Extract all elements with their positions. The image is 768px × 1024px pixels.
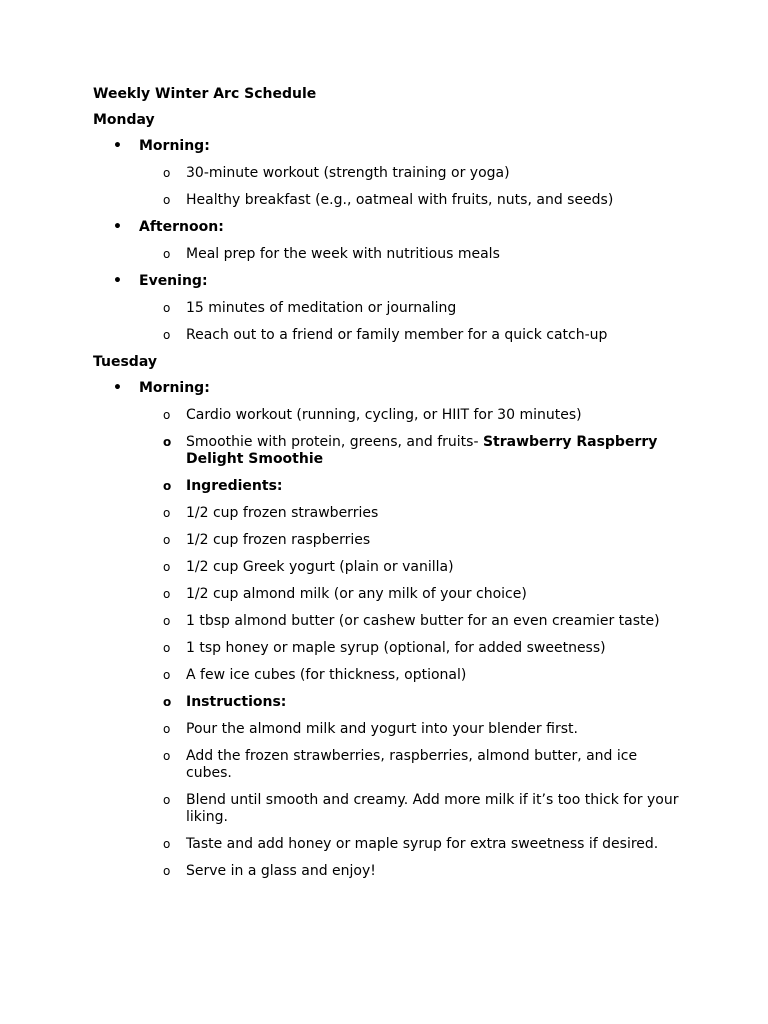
- list-item: o Meal prep for the week with nutritious meals: [163, 246, 500, 262]
- circle-bullet-icon: o: [163, 301, 171, 315]
- circle-bullet-icon: o: [163, 560, 171, 574]
- circle-bullet-icon: o: [163, 614, 171, 628]
- list-item: o Reach out to a friend or family member for a quick catch-up: [163, 327, 608, 343]
- ingredient-item: o 1/2 cup almond milk (or any milk of your choice): [163, 586, 527, 602]
- subheading-instructions: o Instructions:: [163, 694, 287, 710]
- bullet-icon: •: [113, 273, 122, 289]
- circle-bullet-icon: o: [163, 722, 171, 736]
- ingredient-item: o 1 tbsp almond butter (or cashew butter for an even creamier taste): [163, 613, 660, 629]
- ingredient-item: o A few ice cubes (for thickness, optional): [163, 667, 467, 683]
- ingredient-item: o 1/2 cup frozen raspberries: [163, 532, 371, 548]
- circle-bullet-icon: o: [163, 533, 171, 547]
- list-item: o Cardio workout (running, cycling, or HIIT for 30 minutes): [163, 407, 582, 423]
- document-title: Weekly Winter Arc Schedule: [93, 86, 317, 102]
- list-item: o 30-minute workout (strength training or yoga): [163, 165, 510, 181]
- circle-bullet-icon: o: [163, 668, 171, 682]
- circle-bullet-icon: o: [163, 695, 172, 709]
- subheading-ingredients: o Ingredients:: [163, 478, 283, 494]
- circle-bullet-icon: o: [163, 641, 171, 655]
- circle-bullet-icon: o: [163, 193, 171, 207]
- instruction-item: o Pour the almond milk and yogurt into your blender first.: [163, 721, 578, 737]
- day-heading-tuesday: Tuesday: [93, 354, 157, 370]
- section-heading: • Evening:: [113, 273, 208, 289]
- document-body: [93, 86, 683, 890]
- circle-bullet-icon: o: [163, 247, 171, 261]
- bullet-icon: •: [113, 219, 122, 235]
- list-item: o 15 minutes of meditation or journaling: [163, 300, 457, 316]
- ingredient-item: o 1/2 cup frozen strawberries: [163, 505, 379, 521]
- ingredient-item: o 1 tsp honey or maple syrup (optional, for added sweetness): [163, 640, 606, 656]
- circle-bullet-icon: o: [163, 587, 171, 601]
- section-heading: • Morning:: [113, 380, 210, 396]
- circle-bullet-icon: o: [163, 166, 171, 180]
- section-heading: • Morning:: [113, 138, 210, 154]
- instruction-item: o Taste and add honey or maple syrup for extra sweetness if desired.: [163, 836, 659, 852]
- day-heading-monday: Monday: [93, 112, 155, 128]
- smoothie-name: Strawberry Raspberry Delight Smoothie: [186, 434, 658, 467]
- list-item: o Healthy breakfast (e.g., oatmeal with fruits, nuts, and seeds): [163, 192, 614, 208]
- instruction-item: o Add the frozen strawberries, raspberries, almond butter, and ice cubes.: [163, 748, 638, 781]
- circle-bullet-icon: o: [163, 328, 171, 342]
- circle-bullet-icon: o: [163, 506, 171, 520]
- instruction-item: o Serve in a glass and enjoy!: [163, 863, 376, 879]
- circle-bullet-icon: o: [163, 749, 171, 763]
- bullet-icon: •: [113, 380, 122, 396]
- circle-bullet-icon: o: [163, 435, 172, 449]
- bullet-icon: •: [113, 138, 122, 154]
- circle-bullet-icon: o: [163, 479, 172, 493]
- instruction-item: o Blend until smooth and creamy. Add more milk if it’s too thick for your liking.: [163, 792, 679, 825]
- circle-bullet-icon: o: [163, 793, 171, 807]
- circle-bullet-icon: o: [163, 408, 171, 422]
- circle-bullet-icon: o: [163, 837, 171, 851]
- circle-bullet-icon: o: [163, 864, 171, 878]
- ingredient-item: o 1/2 cup Greek yogurt (plain or vanilla): [163, 559, 454, 575]
- section-heading: • Afternoon:: [113, 219, 224, 235]
- list-item: o Smoothie with protein, greens, and fruits- Strawberry Raspberry Delight Smoothie: [163, 434, 658, 467]
